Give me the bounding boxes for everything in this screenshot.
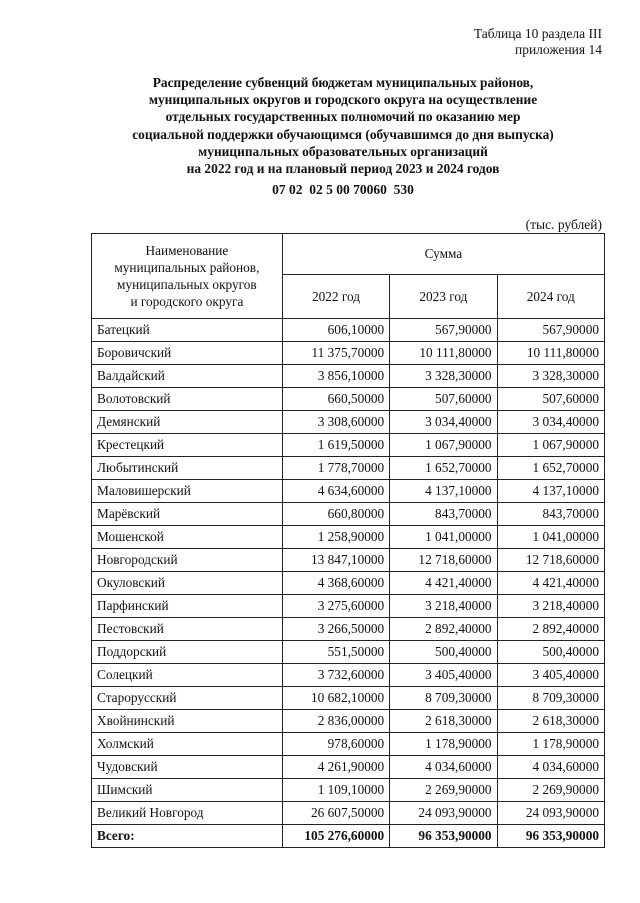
- district-name-cell: Новгородский: [92, 549, 283, 572]
- amount-cell: 1 778,70000: [282, 457, 389, 480]
- amount-cell: 2 618,30000: [390, 710, 497, 733]
- table-row: [92, 595, 605, 618]
- title-line: муниципальных образовательных организаций: [198, 143, 488, 159]
- district-name-cell: Валдайский: [92, 365, 283, 388]
- total-label-cell: Всего:: [92, 825, 283, 848]
- district-name-cell: Демянский: [92, 411, 283, 434]
- amount-cell: 660,50000: [282, 388, 389, 411]
- amount-cell: 1 109,10000: [282, 779, 389, 802]
- district-name-cell: Батецкий: [92, 319, 283, 342]
- table-row: [92, 733, 605, 756]
- table-row: [92, 434, 605, 457]
- total-amount-cell: 96 353,90000: [390, 825, 497, 848]
- amount-cell: 1 619,50000: [282, 434, 389, 457]
- table-row: [92, 710, 605, 733]
- amount-cell: 4 034,60000: [497, 756, 604, 779]
- district-name-cell: Чудовский: [92, 756, 283, 779]
- amount-cell: 10 111,80000: [390, 342, 497, 365]
- table-row: [92, 641, 605, 664]
- table-row: [92, 618, 605, 641]
- amount-cell: 3 328,30000: [497, 365, 604, 388]
- amount-cell: 606,10000: [282, 319, 389, 342]
- table-row: [92, 480, 605, 503]
- document-title: [40, 74, 640, 177]
- amount-cell: 1 178,90000: [390, 733, 497, 756]
- amount-cell: 11 375,70000: [282, 342, 389, 365]
- reference-line: приложения 14: [514, 42, 602, 57]
- amount-cell: 567,90000: [390, 319, 497, 342]
- amount-cell: 1 652,70000: [390, 457, 497, 480]
- amount-cell: 2 892,40000: [390, 618, 497, 641]
- amount-cell: 843,70000: [497, 503, 604, 526]
- amount-cell: 3 218,40000: [497, 595, 604, 618]
- amount-cell: 13 847,10000: [282, 549, 389, 572]
- title-line: Распределение субвенций бюджетам муниципальных районов,: [152, 75, 534, 90]
- table-row: [92, 549, 605, 572]
- table-row: [92, 572, 605, 595]
- amount-cell: 4 261,90000: [282, 756, 389, 779]
- district-name-cell: Боровичский: [92, 342, 283, 365]
- amount-cell: 3 034,40000: [390, 411, 497, 434]
- amount-cell: 978,60000: [282, 733, 389, 756]
- table-row: [92, 342, 605, 365]
- district-name-cell: Маловишерский: [92, 480, 283, 503]
- header-name-line: муниципальных районов,: [114, 260, 260, 275]
- table-row: [92, 779, 605, 802]
- amount-cell: 3 218,40000: [390, 595, 497, 618]
- amount-cell: 1 041,00000: [497, 526, 604, 549]
- district-name-cell: Солецкий: [92, 664, 283, 687]
- amount-cell: 24 093,90000: [497, 802, 604, 825]
- header-year: 2024 год: [497, 275, 604, 319]
- amount-cell: 10 682,10000: [282, 687, 389, 710]
- amount-cell: 1 067,90000: [497, 434, 604, 457]
- table-row: [92, 365, 605, 388]
- amount-cell: 12 718,60000: [390, 549, 497, 572]
- title-line: на 2022 год и на плановый период 2023 и 2024 годов: [186, 161, 500, 177]
- district-name-cell: Марёвский: [92, 503, 283, 526]
- amount-cell: 2 836,00000: [282, 710, 389, 733]
- table-row: [92, 687, 605, 710]
- table-row: [92, 388, 605, 411]
- district-name-cell: Поддорский: [92, 641, 283, 664]
- header-name-line: и городского округа: [130, 294, 244, 309]
- table-row: [92, 802, 605, 825]
- table-row: [92, 457, 605, 480]
- district-name-cell: Хвойнинский: [92, 710, 283, 733]
- amount-cell: 3 275,60000: [282, 595, 389, 618]
- amount-cell: 2 269,90000: [497, 779, 604, 802]
- amount-cell: 8 709,30000: [390, 687, 497, 710]
- amount-cell: 507,60000: [390, 388, 497, 411]
- amount-cell: 4 034,60000: [390, 756, 497, 779]
- amount-cell: 3 732,60000: [282, 664, 389, 687]
- amount-cell: 567,90000: [497, 319, 604, 342]
- amount-cell: 1 652,70000: [497, 457, 604, 480]
- district-name-cell: Шимский: [92, 779, 283, 802]
- table-row: [92, 526, 605, 549]
- amount-cell: 1 258,90000: [282, 526, 389, 549]
- district-name-cell: Пестовский: [92, 618, 283, 641]
- district-name-cell: Мошенской: [92, 526, 283, 549]
- reference-line: Таблица 10 раздела III: [473, 26, 602, 41]
- header-name-line: муниципальных округов: [117, 277, 257, 292]
- district-name-cell: Крестецкий: [92, 434, 283, 457]
- district-name-cell: Холмский: [92, 733, 283, 756]
- table-row: [92, 319, 605, 342]
- amount-cell: 1 067,90000: [390, 434, 497, 457]
- amount-cell: 3 328,30000: [390, 365, 497, 388]
- subvention-table: [91, 233, 605, 848]
- amount-cell: 12 718,60000: [497, 549, 604, 572]
- amount-cell: 2 892,40000: [497, 618, 604, 641]
- amount-cell: 507,60000: [497, 388, 604, 411]
- table-row: [92, 664, 605, 687]
- amount-cell: 3 856,10000: [282, 365, 389, 388]
- district-name-cell: Волотовский: [92, 388, 283, 411]
- units-label: (тыс. рублей): [525, 217, 602, 232]
- header-name-line: Наименование: [145, 243, 229, 258]
- amount-cell: 4 421,40000: [497, 572, 604, 595]
- title-line: отдельных государственных полномочий по оказанию мер: [165, 109, 521, 125]
- amount-cell: 24 093,90000: [390, 802, 497, 825]
- amount-cell: 2 269,90000: [390, 779, 497, 802]
- amount-cell: 4 368,60000: [282, 572, 389, 595]
- amount-cell: 1 178,90000: [497, 733, 604, 756]
- table-row: [92, 411, 605, 434]
- total-amount-cell: 105 276,60000: [282, 825, 389, 848]
- header-year: 2022 год: [282, 275, 389, 319]
- title-line: муниципальных округов и городского округа на осуществление: [148, 92, 538, 108]
- amount-cell: 3 034,40000: [497, 411, 604, 434]
- table-header-row: [92, 234, 605, 275]
- table-total-row: [92, 825, 605, 848]
- district-name-cell: Окуловский: [92, 572, 283, 595]
- amount-cell: 10 111,80000: [497, 342, 604, 365]
- amount-cell: 4 634,60000: [282, 480, 389, 503]
- amount-cell: 4 137,10000: [390, 480, 497, 503]
- amount-cell: 660,80000: [282, 503, 389, 526]
- amount-cell: 4 421,40000: [390, 572, 497, 595]
- header-name: [92, 234, 283, 319]
- amount-cell: 3 405,40000: [390, 664, 497, 687]
- amount-cell: 4 137,10000: [497, 480, 604, 503]
- district-name-cell: Любытинский: [92, 457, 283, 480]
- table-reference: [474, 26, 602, 58]
- amount-cell: 3 405,40000: [497, 664, 604, 687]
- district-name-cell: Парфинский: [92, 595, 283, 618]
- district-name-cell: Великий Новгород: [92, 802, 283, 825]
- amount-cell: 843,70000: [390, 503, 497, 526]
- header-sum: Сумма: [282, 234, 604, 275]
- amount-cell: 2 618,30000: [497, 710, 604, 733]
- amount-cell: 3 266,50000: [282, 618, 389, 641]
- budget-code: 07 02 02 5 00 70060 530: [272, 182, 414, 197]
- district-name-cell: Старорусский: [92, 687, 283, 710]
- total-amount-cell: 96 353,90000: [497, 825, 604, 848]
- amount-cell: 8 709,30000: [497, 687, 604, 710]
- amount-cell: 26 607,50000: [282, 802, 389, 825]
- amount-cell: 500,40000: [497, 641, 604, 664]
- amount-cell: 3 308,60000: [282, 411, 389, 434]
- table-row: [92, 503, 605, 526]
- amount-cell: 500,40000: [390, 641, 497, 664]
- amount-cell: 551,50000: [282, 641, 389, 664]
- amount-cell: 1 041,00000: [390, 526, 497, 549]
- title-line: социальной поддержки обучающимся (обучавшимся до дня выпуска): [132, 126, 554, 142]
- table-row: [92, 756, 605, 779]
- header-year: 2023 год: [390, 275, 497, 319]
